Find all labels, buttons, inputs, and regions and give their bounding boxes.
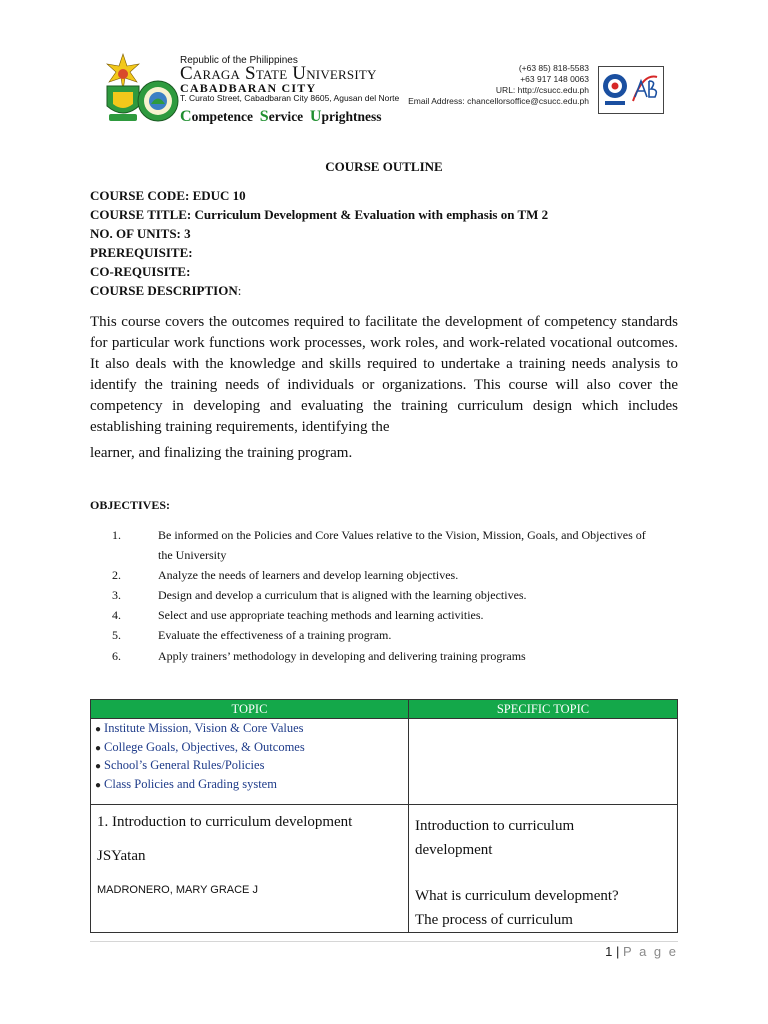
- campus-seal-logo: [137, 79, 179, 123]
- course-title-label: COURSE TITLE:: [90, 207, 192, 222]
- specific-topic-cell: [409, 805, 678, 933]
- corequisite-line: [90, 264, 190, 280]
- objective-text: Be informed on the Policies and Core Values relative to the Vision, Mission, Goals, and Objectives of the University: [158, 528, 646, 562]
- bullet-icon: ●: [95, 779, 102, 791]
- objective-text: Design and develop a curriculum that is aligned with the learning objectives.: [158, 588, 527, 602]
- course-code-value: EDUC 10: [192, 188, 246, 203]
- footer-divider: [90, 941, 678, 942]
- objective-text: Apply trainers’ methodology in developing and delivering training programs: [158, 649, 526, 663]
- units-label: NO. OF UNITS:: [90, 226, 181, 241]
- course-description-label: COURSE DESCRIPTION: [90, 283, 238, 298]
- topic-title: 1. Introduction to curriculum development: [97, 814, 353, 830]
- page-separator: |: [616, 944, 620, 959]
- email-address: Email Address: chancellorsoffice@csucc.edu.ph: [408, 96, 589, 106]
- bullet-icon: ●: [95, 724, 102, 735]
- university-address: T. Curato Street, Cabadbaran City 8605, Agusan del Norte: [180, 93, 400, 103]
- website-url: URL: http://csucc.edu.ph: [495, 85, 589, 95]
- bullet-icon: ●: [95, 742, 102, 754]
- list-item-text: College Goals, Objectives, & Outcomes: [104, 739, 305, 754]
- table-header-row: [91, 700, 678, 719]
- objective-number: 5.: [112, 628, 121, 642]
- specific-topic-line: What is curriculum development?: [415, 888, 619, 904]
- course-code-label: COURSE CODE:: [90, 188, 190, 203]
- page-footer: [605, 944, 678, 959]
- objective-number: 1.: [112, 528, 121, 542]
- student-name: MADRONERO, MARY GRACE J: [97, 884, 258, 896]
- objective-text: Analyze the needs of learners and develop learning objectives.: [158, 568, 459, 582]
- course-description-colon: :: [237, 283, 242, 298]
- bullet-icon: ●: [95, 761, 102, 772]
- table-row: [91, 805, 678, 933]
- bullet-list: [91, 719, 408, 794]
- list-item: [95, 739, 408, 758]
- list-item-text: School’s General Rules/Policies: [104, 758, 265, 772]
- corequisite-label: CO-REQUISITE:: [90, 264, 191, 279]
- contact-block: [349, 63, 589, 107]
- header-specific-topic: SPECIFIC TOPIC: [409, 700, 678, 719]
- specific-topic-line: development: [415, 842, 493, 858]
- course-description-line: [90, 283, 241, 299]
- table-row: [91, 719, 678, 805]
- document-title: COURSE OUTLINE: [325, 159, 443, 174]
- motto-competence: Competence: [180, 108, 254, 125]
- objective-number: 3.: [112, 588, 121, 602]
- prerequisite-line: [90, 245, 193, 261]
- orientation-topics-cell: [91, 719, 409, 805]
- objective-number: 6.: [112, 649, 121, 663]
- specific-topic-line: Introduction to curriculum: [415, 818, 575, 834]
- university-name: Caraga State University: [180, 63, 377, 84]
- university-motto: [180, 108, 382, 126]
- objective-text: Select and use appropriate teaching methods and learning activities.: [158, 608, 484, 622]
- phone-landline: (+63 85) 818-5583: [518, 63, 589, 73]
- course-description-text: This course covers the outcomes required to facilitate the development of competency standards for particular work functions work processes, work roles, and work-related vocational outcomes. It also deals with the knowledge and skills required to undertake a training needs analysis to identify the training needs of individuals or organizations. This course will also cover the competency in developing and evaluating the training curriculum design which includes establishing training requirements, identifying the: [90, 314, 678, 435]
- page-number: 1: [605, 944, 613, 959]
- phone-mobile: +63 917 148 0063: [520, 74, 589, 84]
- units-line: [90, 226, 191, 242]
- objective-text: Evaluate the effectiveness of a training program.: [158, 628, 392, 642]
- orientation-specific-cell: [409, 719, 678, 805]
- objectives-heading: OBJECTIVES:: [90, 498, 171, 512]
- course-code-line: [90, 188, 246, 204]
- list-item-text: Class Policies and Grading system: [104, 776, 277, 791]
- republic-line: Republic of the Philippines: [180, 55, 298, 66]
- prerequisite-label: PREREQUISITE:: [90, 245, 193, 260]
- course-title-line: [90, 207, 548, 223]
- page-label: P a g e: [623, 944, 678, 959]
- topic-cell: [91, 805, 409, 933]
- list-item: [95, 757, 408, 776]
- objective-number: 2.: [112, 568, 121, 582]
- units-value: 3: [184, 226, 191, 241]
- topic-author: JSYatan: [97, 848, 146, 864]
- objective-number: 4.: [112, 608, 121, 622]
- course-description-end: learner, and finalizing the training program.: [90, 445, 353, 461]
- list-item: [95, 776, 408, 795]
- specific-topic-line: The process of curriculum: [415, 912, 573, 928]
- list-item-text: Institute Mission, Vision & Core Values: [104, 721, 304, 735]
- topics-table: [90, 699, 678, 933]
- header-topic: TOPIC: [91, 700, 409, 719]
- course-title-value: Curriculum Development & Evaluation with emphasis on TM 2: [194, 207, 549, 222]
- certification-logos: [598, 66, 664, 114]
- motto-uprightness: Uprightness: [309, 108, 382, 125]
- list-item: [95, 720, 408, 739]
- motto-service: Service: [259, 108, 304, 125]
- campus-name: CABADBARAN CITY: [180, 81, 317, 95]
